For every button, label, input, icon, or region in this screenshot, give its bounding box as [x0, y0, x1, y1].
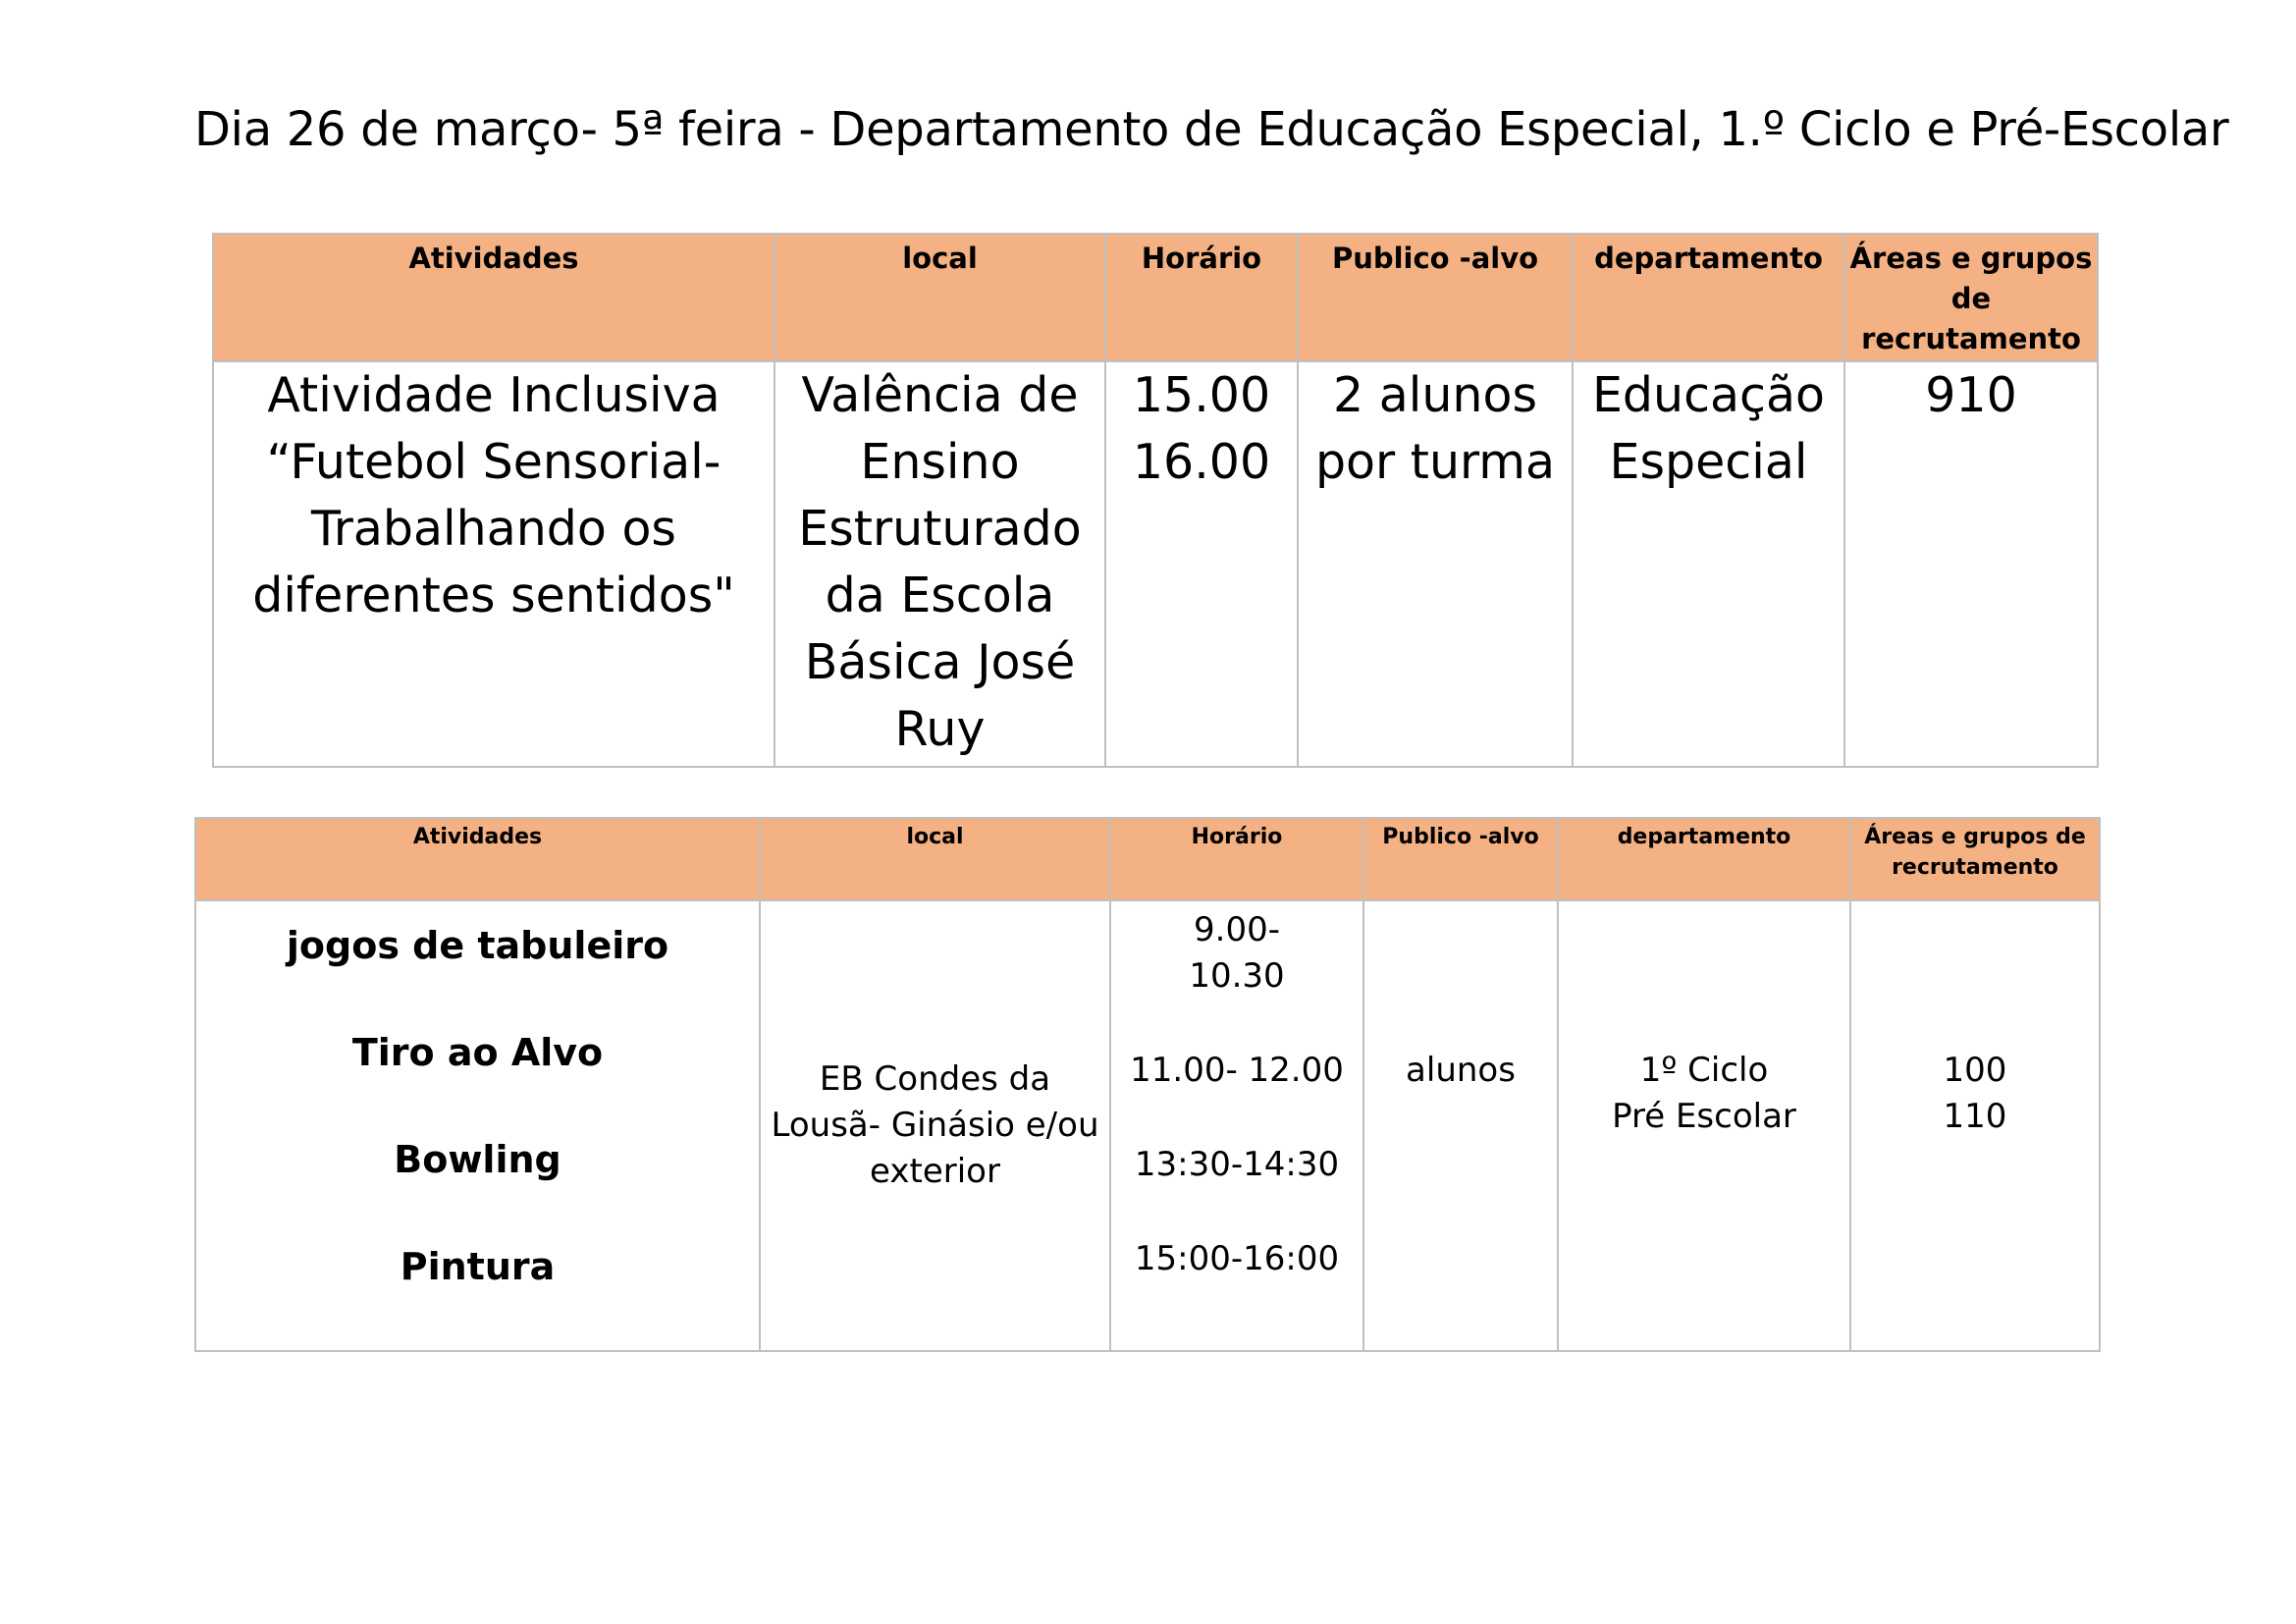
activity-table-2: [194, 817, 2101, 1352]
header-local: local: [774, 234, 1105, 361]
header-areas-grupos: Áreas e grupos de recrutamento: [1850, 818, 2100, 900]
cell-local: Valência de Ensino Estruturado da Escola Básica José Ruy: [774, 361, 1105, 767]
header-horario: Horário: [1105, 234, 1298, 361]
cell-departamento: Educação Especial: [1573, 361, 1844, 767]
header-areas-grupos: Áreas e grupos de recrutamento: [1844, 234, 2098, 361]
cell-atividade: Atividade Inclusiva “Futebol Sensorial- Trabalhando os diferentes sentidos": [213, 361, 774, 767]
cell-local: EB Condes da Lousã- Ginásio e/ou exterior: [760, 900, 1110, 1351]
header-departamento: departamento: [1573, 234, 1844, 361]
header-atividades: Atividades: [195, 818, 760, 900]
table-header-row: [213, 234, 2098, 361]
cell-horario: 9.00- 10.30 11.00- 12.00 13:30-14:30 15:00-16:00: [1110, 900, 1363, 1351]
table-header-row: [195, 818, 2100, 900]
cell-atividades: jogos de tabuleiro Tiro ao Alvo Bowling Pintura: [195, 900, 760, 1351]
table-row: [195, 900, 2100, 1351]
cell-grupos: 910: [1844, 361, 2098, 767]
header-horario: Horário: [1110, 818, 1363, 900]
header-publico-alvo: Publico -alvo: [1363, 818, 1558, 900]
header-local: local: [760, 818, 1110, 900]
page-title: Dia 26 de março- 5ª feira - Departamento de Educação Especial, 1.º Ciclo e Pré-Escolar: [194, 102, 2229, 157]
cell-publico-alvo: alunos: [1363, 900, 1558, 1351]
header-publico-alvo: Publico -alvo: [1298, 234, 1573, 361]
cell-departamento: 1º Ciclo Pré Escolar: [1558, 900, 1850, 1351]
header-departamento: departamento: [1558, 818, 1850, 900]
cell-grupos: 100 110: [1850, 900, 2100, 1351]
cell-publico-alvo: 2 alunos por turma: [1298, 361, 1573, 767]
activity-table-1: [212, 233, 2099, 768]
table-row: [213, 361, 2098, 767]
header-atividades: Atividades: [213, 234, 774, 361]
cell-horario: 15.00 16.00: [1105, 361, 1298, 767]
